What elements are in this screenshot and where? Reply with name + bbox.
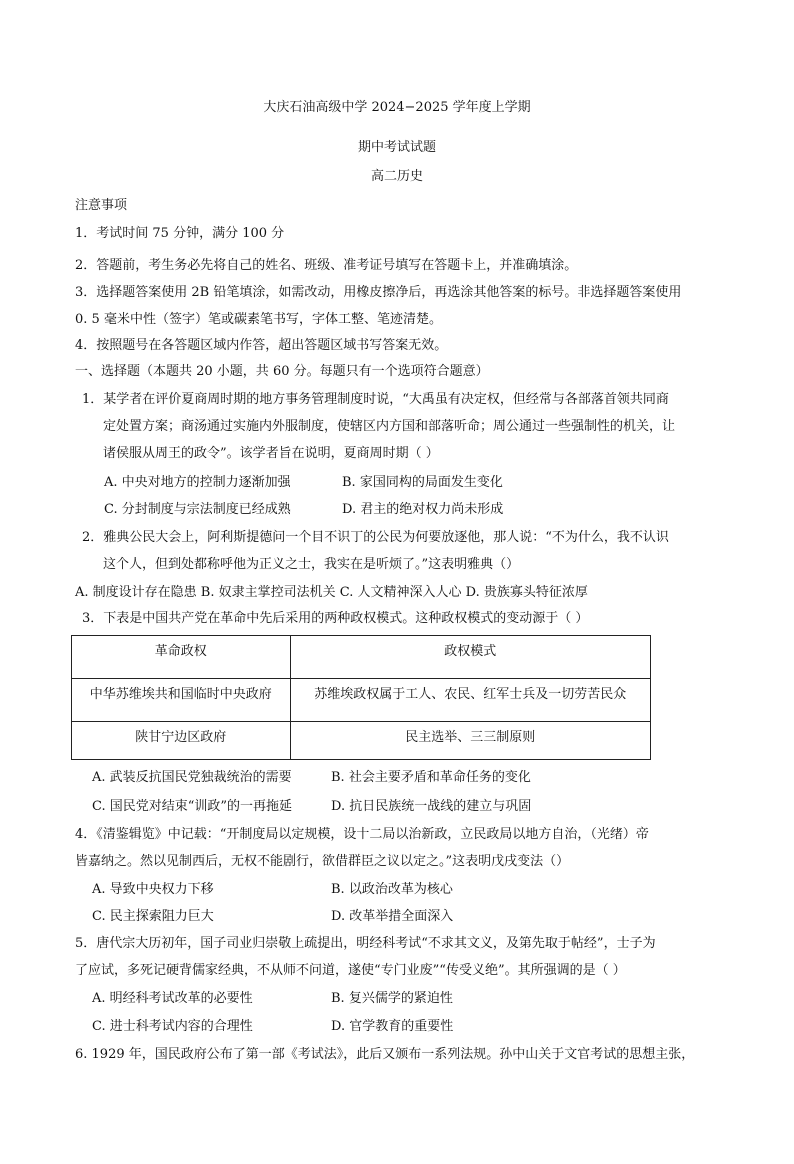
question-3-option-a: A. 武装反抗国民党独裁统治的需要 [92, 770, 292, 785]
question-4-option-d: D. 改革举措全面深入 [331, 909, 454, 924]
table-cell: 中华苏维埃共和国临时中央政府 [72, 679, 291, 722]
question-4-option-c: C. 民主探索阻力巨大 [92, 909, 214, 924]
notice-item: 1．考试时间 75 分钟，满分 100 分 [75, 226, 285, 241]
question-1-option-c: C. 分封制度与宗法制度已经成熟 [104, 502, 291, 517]
table-cell: 民主选举、三三制原则 [290, 722, 650, 760]
question-5-option-b: B. 复兴儒学的紧迫性 [331, 991, 453, 1006]
question-5-option-a: A. 明经科考试改革的必要性 [92, 991, 253, 1006]
table-header-row [72, 636, 651, 679]
question-2-text: 这个人，但到处都称呼他为正义之士，我实在是听烦了。”这表明雅典（） [103, 557, 520, 572]
question-1-option-a: A. 中央对地方的控制力逐渐加强 [104, 475, 291, 490]
table-header-cell: 政权模式 [290, 636, 650, 679]
question-3-option-b: B. 社会主要矛盾和革命任务的变化 [331, 770, 531, 785]
question-4-text: 皆嘉纳之。然以见制西后，无权不能剧行，欲借群臣之议以定之。”这表明戊戌变法（） [75, 854, 570, 869]
regime-table [71, 635, 651, 760]
question-4-text: 4．《清鉴辑览》中记载：“开制度局以定规模，设十二局以治新政，立民政局以地方自治，（光绪）帝 [75, 827, 649, 842]
question-5-text: 5．唐代宗大历初年，国子司业归崇敬上疏提出，明经科考试“不求其文义，及第先取于帖经”，士子为 [75, 936, 656, 951]
notice-item: 2．答题前，考生务必先将自己的姓名、班级、准考证号填写在答题卡上，并准确填涂。 [75, 258, 578, 273]
question-3-option-c: C. 国民党对结束“训政”的一再拖延 [92, 799, 293, 814]
question-1-option-d: D. 君主的绝对权力尚未形成 [342, 502, 504, 517]
question-5-option-d: D. 官学教育的重要性 [331, 1019, 454, 1034]
question-4-option-b: B. 以政治改革为核心 [331, 882, 453, 897]
subject-title: 高二历史 [370, 169, 423, 184]
table-row [72, 679, 651, 722]
question-3-text: 3．下表是中国共产党在革命中先后采用的两种政权模式。这种政权模式的变动源于（ ） [82, 611, 589, 626]
question-1-option-b: B. 家国同构的局面发生变化 [342, 475, 503, 490]
table-cell: 苏维埃政权属于工人、农民、红军士兵及一切劳苦民众 [290, 679, 650, 722]
question-5-text: 了应试，多死记硬背儒家经典，不从师不问道，遂使“专门业废”“传受义绝”。其所强调的是（ ） [75, 963, 626, 978]
school-title: 大庆石油高级中学 2024−2025 学年度上学期 [263, 100, 531, 115]
question-1-text: 定处置方案；商汤通过实施内外服制度，使辖区内方国和部落听命；周公通过一些强制性的机关，让 [103, 419, 676, 434]
question-5-option-c: C. 进士科考试内容的合理性 [92, 1019, 253, 1034]
question-4-option-a: A. 导致中央权力下移 [92, 882, 214, 897]
notice-item: 0. 5 毫米中性（签字）笔或碳素笔书写，字体工整、笔迹清楚。 [75, 312, 442, 327]
question-1-text: 1．某学者在评价夏商周时期的地方事务管理制度时说，“大禹虽有决定权，但经常与各部落首领共同商 [82, 392, 669, 407]
section-heading: 一、选择题（本题共 20 小题，共 60 分。每题只有一个选项符合题意） [75, 364, 489, 379]
exam-title: 期中考试试题 [357, 140, 436, 155]
question-3-option-d: D. 抗日民族统一战线的建立与巩固 [331, 799, 532, 814]
notice-heading: 注意事项 [75, 198, 128, 213]
question-6-text: 6. 1929 年，国民政府公布了第一部《考试法》，此后又颁布一系列法规。孙中山关于文官考试的思想主张， [75, 1047, 695, 1062]
table-cell: 陕甘宁边区政府 [72, 722, 291, 760]
notice-item: 3．选择题答案使用 2B 铅笔填涂，如需改动，用橡皮擦净后，再选涂其他答案的标号。非选择题答案使用 [75, 285, 682, 300]
question-2-options: A. 制度设计存在隐患 B. 奴隶主掌控司法机关 C. 人文精神深入人心 D. 贵族寡头特征浓厚 [75, 585, 588, 600]
question-1-text: 诸侯服从周王的政令”。该学者旨在说明，夏商周时期（ ） [103, 446, 439, 461]
notice-item: 4．按照题号在各答题区域内作答，超出答题区域书写答案无效。 [75, 338, 448, 353]
question-2-text: 2．雅典公民大会上，阿利斯提德问一个目不识丁的公民为何要放逐他，那人说：“不为什么，我不认识 [82, 530, 669, 545]
table-row [72, 722, 651, 760]
table-header-cell: 革命政权 [72, 636, 291, 679]
